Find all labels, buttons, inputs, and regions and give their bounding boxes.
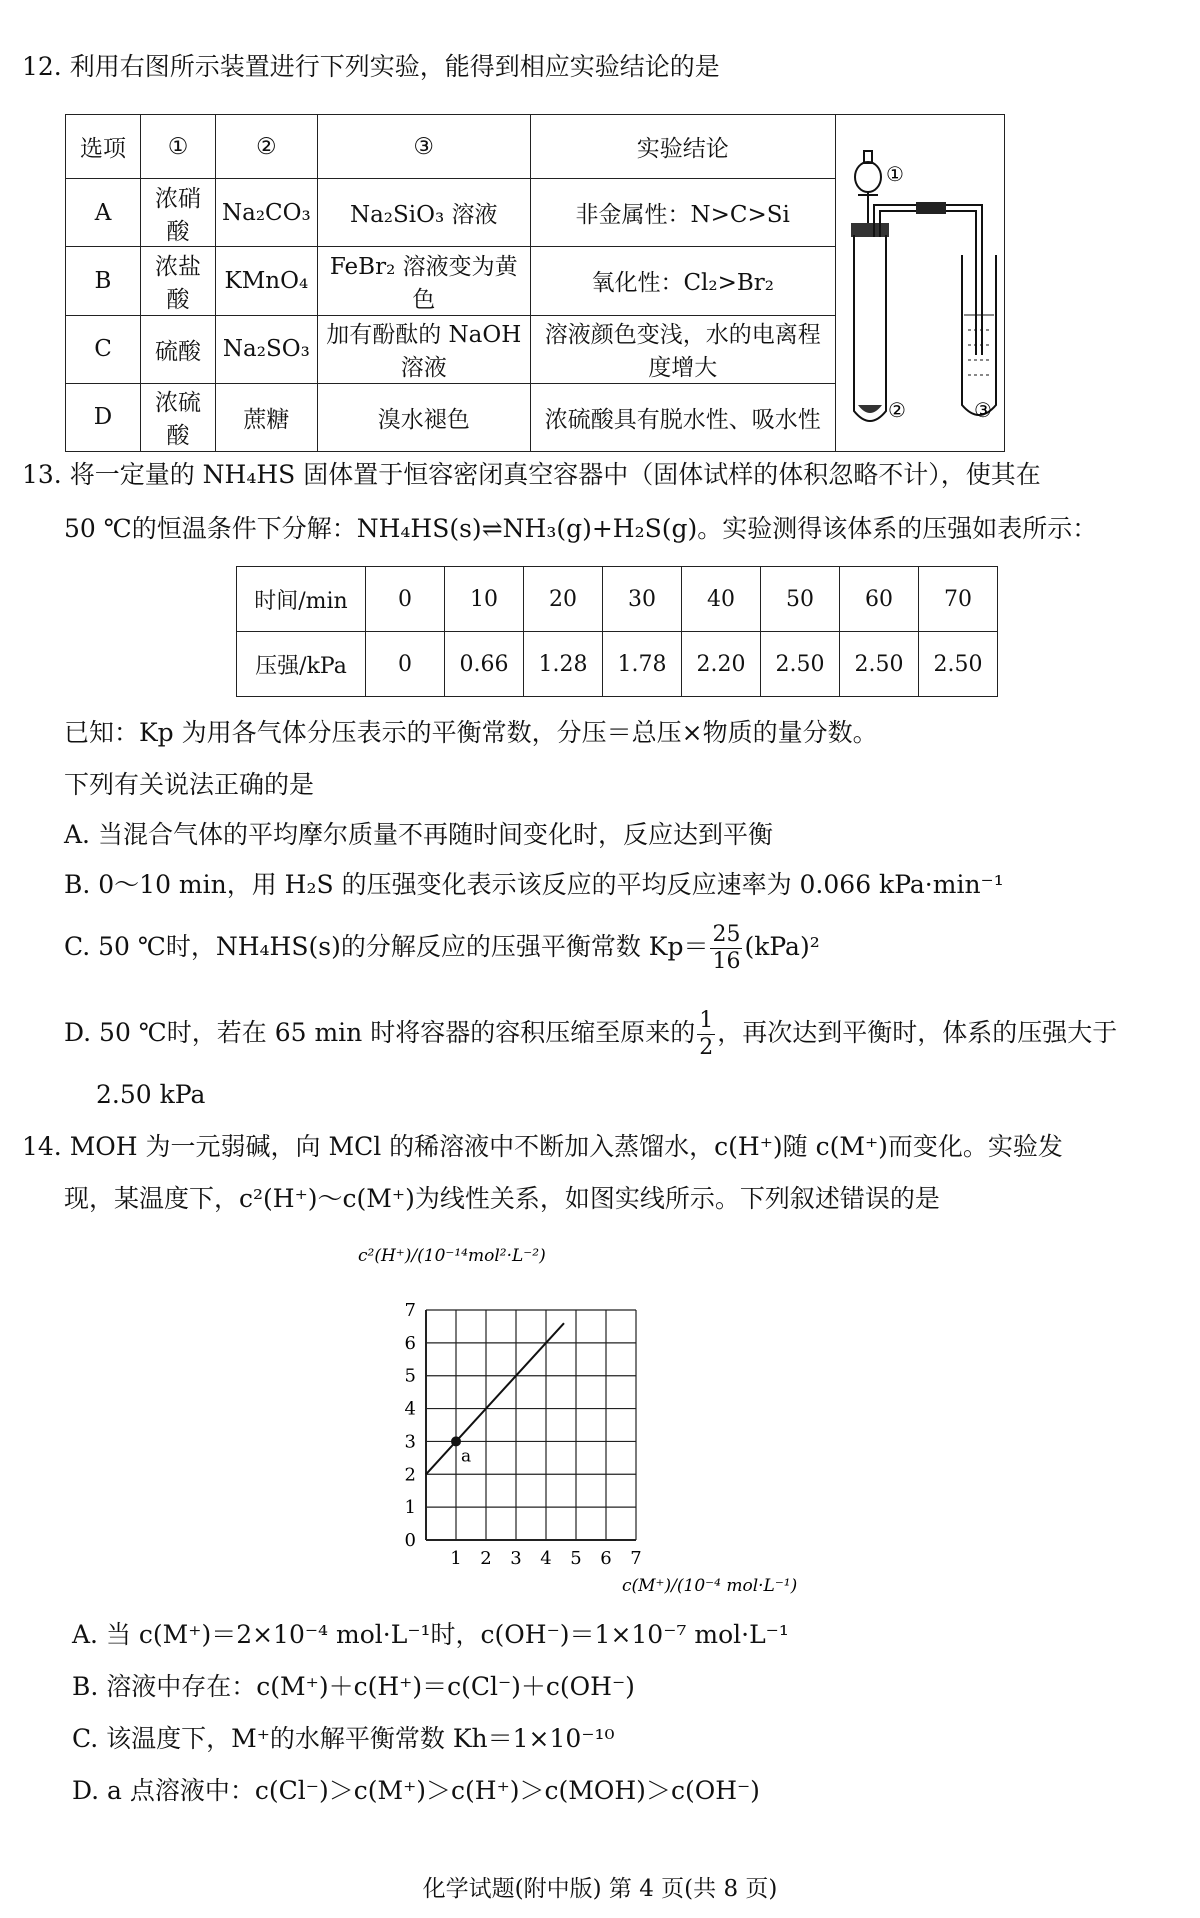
table-cell: 60 [840, 567, 919, 632]
table-cell: 0 [366, 567, 445, 632]
header-cell: ② [216, 115, 318, 179]
q13-known: 已知：Kp 为用各气体分压表示的平衡常数，分压＝总压×物质的量分数。 [64, 718, 878, 747]
table-cell: 40 [682, 567, 761, 632]
table-row [237, 632, 998, 697]
table-cell: 2.50 [919, 632, 998, 697]
table-cell: 2.50 [840, 632, 919, 697]
q14-chart [340, 1245, 840, 1605]
table-cell: 浓硫酸 [141, 383, 216, 451]
table-row [237, 567, 998, 632]
fraction-numerator: 1 [699, 1008, 714, 1033]
y-tick-label: 6 [404, 1332, 416, 1354]
fraction-denominator: 2 [699, 1035, 714, 1060]
y-tick-label: 4 [404, 1398, 416, 1420]
q12-table [65, 114, 1005, 452]
table-cell: 蔗糖 [216, 383, 318, 451]
y-tick-label: 1 [404, 1497, 416, 1519]
q13-option-d-line2: 2.50 kPa [96, 1080, 206, 1109]
q14-option-c: C. 该温度下，M⁺的水解平衡常数 Kh＝1×10⁻¹⁰ [72, 1724, 615, 1753]
table-cell: 浓盐酸 [141, 247, 216, 315]
x-tick-label: 5 [570, 1548, 582, 1569]
table-cell: 10 [445, 567, 524, 632]
q14-option-a: A. 当 c(M⁺)＝2×10⁻⁴ mol·L⁻¹时，c(OH⁻)＝1×10⁻⁷ mol·L⁻¹ [72, 1620, 789, 1649]
table-cell: 1.78 [603, 632, 682, 697]
table-cell: D [66, 383, 141, 451]
table-cell: 1.28 [524, 632, 603, 697]
y-tick-label: 2 [404, 1464, 416, 1486]
q14-option-d: D. a 点溶液中：c(Cl⁻)＞c(M⁺)＞c(H⁺)＞c(MOH)＞c(OH⁻) [72, 1776, 760, 1805]
y-tick-label: 3 [404, 1431, 416, 1453]
y-axis-label: c²(H⁺)/(10⁻¹⁴mol²·L⁻²) [358, 1246, 546, 1266]
x-axis-label: c(M⁺)/(10⁻⁴ mol·L⁻¹) [622, 1576, 798, 1596]
q13-table [236, 566, 998, 697]
series-line [426, 1323, 564, 1474]
chart-series [426, 1323, 564, 1474]
table-cell: FeBr₂ 溶液变为黄色 [317, 247, 530, 315]
q13-option-a: A. 当混合气体的平均摩尔质量不再随时间变化时，反应达到平衡 [64, 820, 773, 849]
fraction-numerator: 25 [712, 922, 741, 947]
table-cell: 2.50 [761, 632, 840, 697]
table-cell: 溶液颜色变浅，水的电离程度增大 [530, 315, 835, 383]
label-1: ① [885, 162, 904, 186]
header-cell: 选项 [66, 115, 141, 179]
table-cell: 加有酚酞的 NaOH 溶液 [317, 315, 530, 383]
y-tick-label: 0 [404, 1530, 416, 1551]
table-cell: 氧化性：Cl₂>Br₂ [530, 247, 835, 315]
table-cell: 70 [919, 567, 998, 632]
table-cell: 硫酸 [141, 315, 216, 383]
table-cell: B [66, 247, 141, 315]
table-cell: 50 [761, 567, 840, 632]
table-cell: 0.66 [445, 632, 524, 697]
data-point [451, 1436, 461, 1446]
table-cell: 0 [366, 632, 445, 697]
x-tick-label: 7 [630, 1548, 642, 1569]
table-cell: 溴水褪色 [317, 383, 530, 451]
data-point-label: a [461, 1446, 472, 1467]
q14-stem-2: 现，某温度下，c²(H⁺)～c(M⁺)为线性关系，如图实线所示。下列叙述错误的是 [64, 1184, 940, 1213]
table-cell: 浓硫酸具有脱水性、吸水性 [530, 383, 835, 451]
table-cell: C [66, 315, 141, 383]
q13-option-c [64, 924, 820, 973]
table-cell: 浓硝酸 [141, 179, 216, 247]
chart-grid [426, 1310, 636, 1540]
x-tick-label: 1 [450, 1548, 462, 1569]
header-cell: ① [141, 115, 216, 179]
table-row [66, 115, 1005, 179]
x-tick-label: 4 [540, 1548, 552, 1569]
q13-option-c-text: C. 50 ℃时，NH₄HS(s)的分解反应的压强平衡常数 Kp＝ [64, 932, 709, 961]
table-cell: KMnO₄ [216, 247, 318, 315]
table-cell: 2.20 [682, 632, 761, 697]
header-cell: ③ [317, 115, 530, 179]
page-footer: 化学试题(附中版) 第 4 页(共 8 页) [422, 1876, 778, 1902]
table-cell: 30 [603, 567, 682, 632]
header-cell: 时间/min [237, 567, 366, 632]
x-tick-label: 3 [510, 1548, 522, 1569]
q13-ask: 下列有关说法正确的是 [64, 770, 315, 799]
fraction-denominator: 16 [712, 949, 741, 974]
q13-stem-2: 50 ℃的恒温条件下分解：NH₄HS(s)⇌NH₃(g)+H₂S(g)。实验测得该体系的压强如表所示： [64, 514, 1098, 543]
label-2: ② [887, 398, 906, 422]
table-cell: Na₂SO₃ [216, 315, 318, 383]
table-cell: Na₂SiO₃ 溶液 [317, 179, 530, 247]
header-cell: 实验结论 [530, 115, 835, 179]
q13-option-d [64, 1010, 1117, 1059]
q13-option-d-text-2: ，再次达到平衡时，体系的压强大于 [717, 1018, 1118, 1047]
x-tick-label: 2 [480, 1548, 492, 1569]
apparatus-cell [835, 115, 1004, 452]
q13-option-b: B. 0～10 min，用 H₂S 的压强变化表示该反应的平均反应速率为 0.066 kPa·min⁻¹ [64, 870, 1004, 899]
header-cell: 压强/kPa [237, 632, 366, 697]
q13-option-c-unit: (kPa)² [744, 932, 820, 961]
apparatus-diagram [836, 115, 1004, 445]
q13-option-d-text: D. 50 ℃时，若在 65 min 时将容器的容积压缩至原来的 [64, 1018, 696, 1047]
q14-stem-1: 14. MOH 为一元弱碱，向 MCl 的稀溶液中不断加入蒸馏水，c(H⁺)随 c(M⁺)而变化。实验发 [22, 1132, 1063, 1161]
x-tick-label: 6 [600, 1548, 612, 1569]
table-cell: Na₂CO₃ [216, 179, 318, 247]
q12-stem: 12. 利用右图所示装置进行下列实验，能得到相应实验结论的是 [22, 52, 720, 81]
fraction [697, 1010, 715, 1059]
y-tick-label: 7 [404, 1300, 416, 1321]
table-cell: A [66, 179, 141, 247]
q13-stem-1: 13. 将一定量的 NH₄HS 固体置于恒容密闭真空容器中（固体试样的体积忽略不计），使其在 [22, 460, 1041, 489]
fraction [710, 924, 742, 973]
table-cell: 20 [524, 567, 603, 632]
y-tick-label: 5 [404, 1365, 416, 1387]
q14-option-b: B. 溶液中存在：c(M⁺)＋c(H⁺)＝c(Cl⁻)＋c(OH⁻) [72, 1672, 635, 1701]
label-3: ③ [973, 398, 992, 422]
table-cell: 非金属性：N>C>Si [530, 179, 835, 247]
